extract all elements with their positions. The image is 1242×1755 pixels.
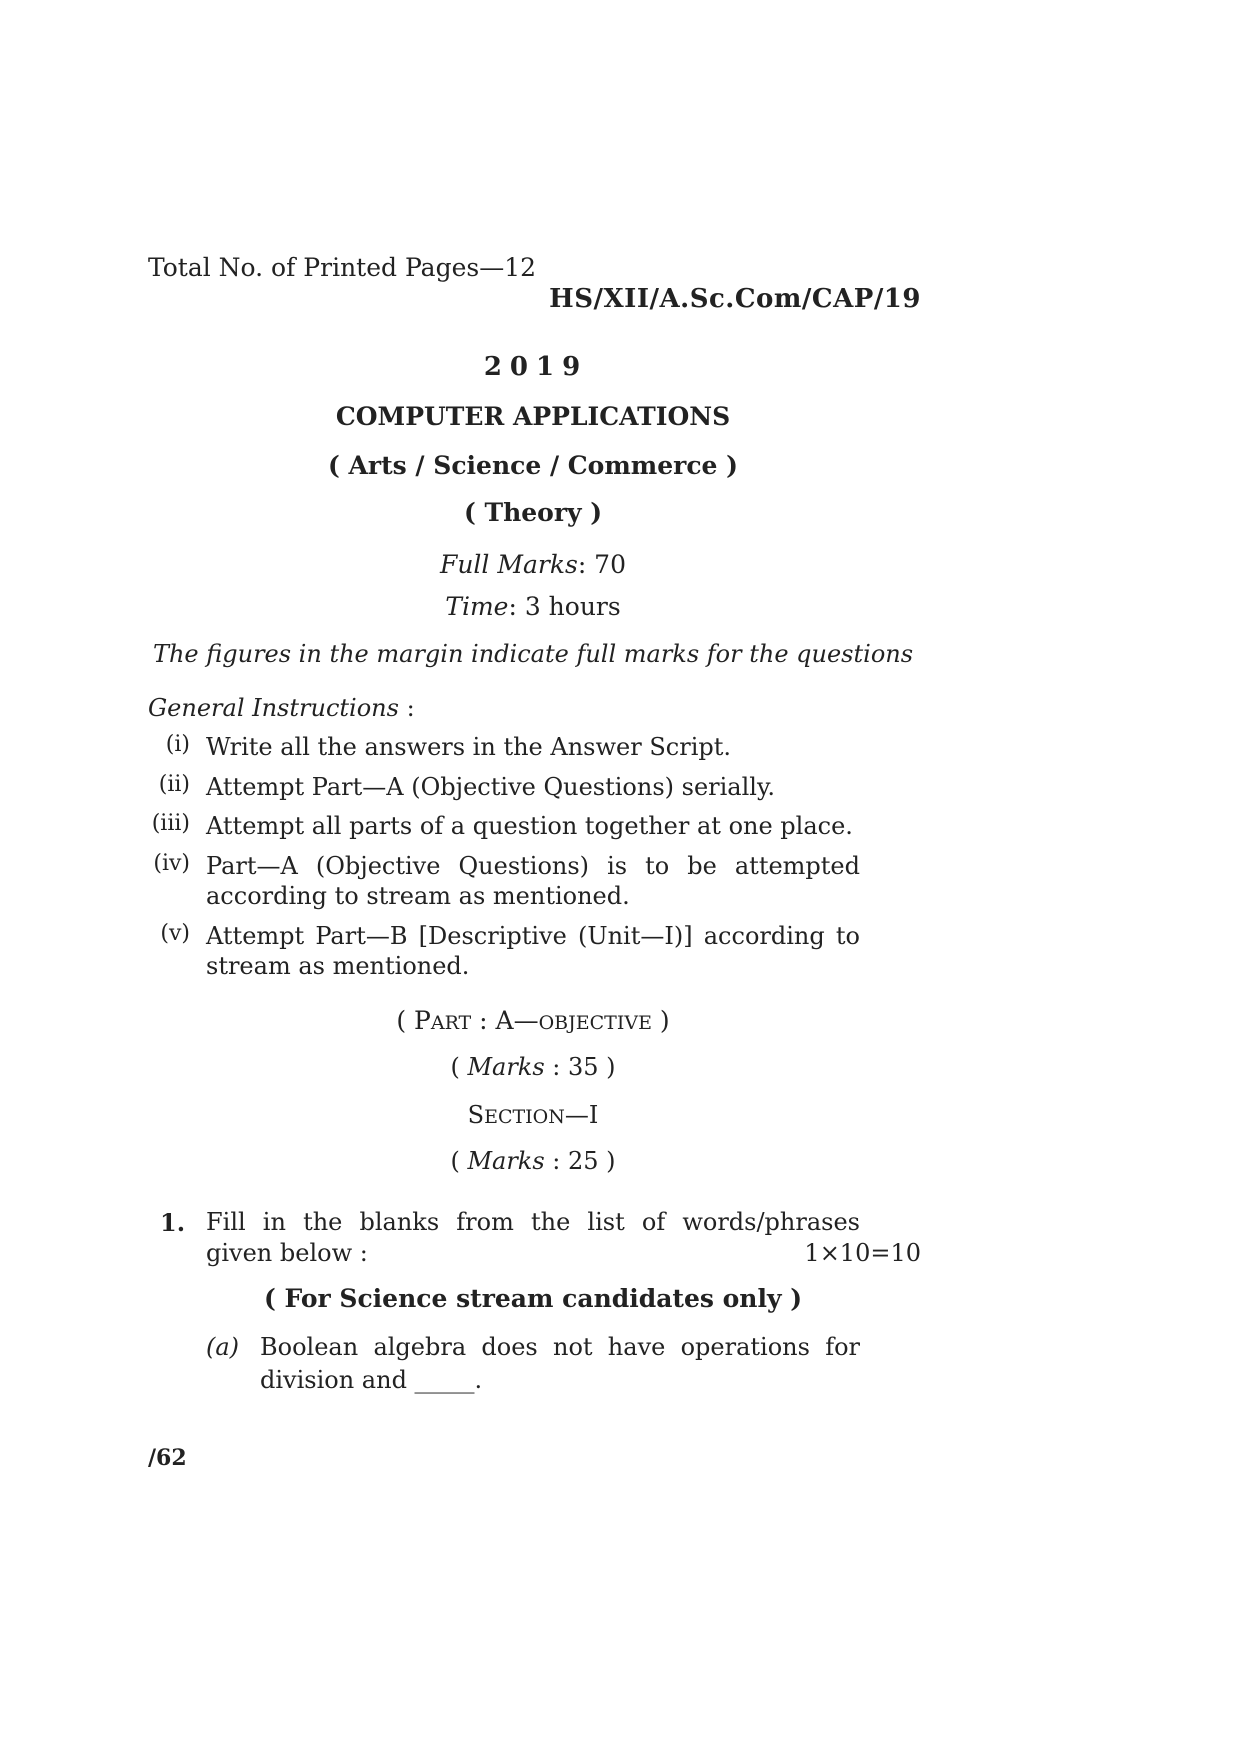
question-marks: 1×10=10 [804,1239,921,1267]
paper-code: HS/XII/A.Sc.Com/CAP/19 [549,284,921,314]
instructions-heading-text: General Instructions [148,694,399,722]
time-label: Time [445,592,509,621]
section-marks-open: ( [450,1147,468,1175]
section-marks-value: : 25 ) [544,1147,616,1175]
instruction-text-continued: stream as mentioned. [206,952,470,980]
part-a-marks-value: : 35 ) [544,1053,616,1081]
instruction-item [148,811,860,841]
instructions-heading-colon: : [398,694,415,722]
section-suffix: —I [564,1101,599,1129]
instruction-number: (ii) [158,772,190,797]
exam-year: 2019 [483,352,589,382]
section-marks-label: Marks [467,1147,545,1175]
printed-pages-count: Total No. of Printed Pages—12 [148,253,537,282]
subject-title: COMPUTER APPLICATIONS [335,402,731,431]
instruction-number: (iv) [153,851,190,876]
section-s-cap: S [467,1101,485,1129]
question-number: 1. [160,1208,186,1237]
sub-question-label: (a) [206,1333,240,1361]
part-a-marks-open: ( [450,1053,468,1081]
instruction-text: Attempt Part—B [Descriptive (Unit—I)] according to [206,922,860,950]
paper-type: ( Theory ) [463,498,603,527]
section-marks [0,1147,1066,1175]
instruction-item [148,772,860,802]
instruction-text: Attempt Part—A (Objective Questions) serially. [206,773,775,801]
instruction-item [148,732,860,762]
sub-question-text-continued: division and _____. [260,1366,483,1394]
part-a-open: ( P [396,1006,431,1035]
instruction-item [148,851,860,911]
part-a-objective: OBJECTIVE [538,1012,652,1034]
full-marks-value: : 70 [577,550,626,579]
instruction-text-continued: according to stream as mentioned. [206,882,630,910]
section-heading [0,1101,1066,1129]
full-marks-label: Full Marks [439,550,578,579]
part-a-marks-label: Marks [467,1053,545,1081]
instruction-text: Attempt all parts of a question together at one place. [206,812,853,840]
streams-line: ( Arts / Science / Commerce ) [328,451,738,480]
part-a-word-rest: ART [430,1012,472,1034]
question-text-continued: given below : [206,1239,368,1267]
question-text: Fill in the blanks from the list of words/phrases [206,1208,860,1236]
instruction-item [148,921,860,981]
time-allowed [0,592,1066,621]
part-a-close: ) [651,1006,670,1035]
part-a-marks [0,1053,1066,1081]
footer-page-ref: /62 [148,1445,187,1471]
section-s-rest: ECTION [484,1106,565,1128]
stream-note: ( For Science stream candidates only ) [263,1284,803,1313]
full-marks [0,550,1066,579]
instruction-number: (v) [160,921,190,946]
sub-question-text: Boolean algebra does not have operations for [260,1333,860,1361]
part-a-heading [0,1006,1066,1035]
instruction-number: (iii) [151,811,190,836]
instruction-number: (i) [165,732,190,757]
margin-note: The figures in the margin indicate full marks for the questions [152,640,914,668]
instruction-text: Write all the answers in the Answer Script. [206,733,731,761]
part-a-mid: : A— [471,1006,539,1035]
general-instructions-heading [148,694,415,722]
time-value: : 3 hours [508,592,621,621]
instruction-text: Part—A (Objective Questions) is to be attempted [206,852,860,880]
